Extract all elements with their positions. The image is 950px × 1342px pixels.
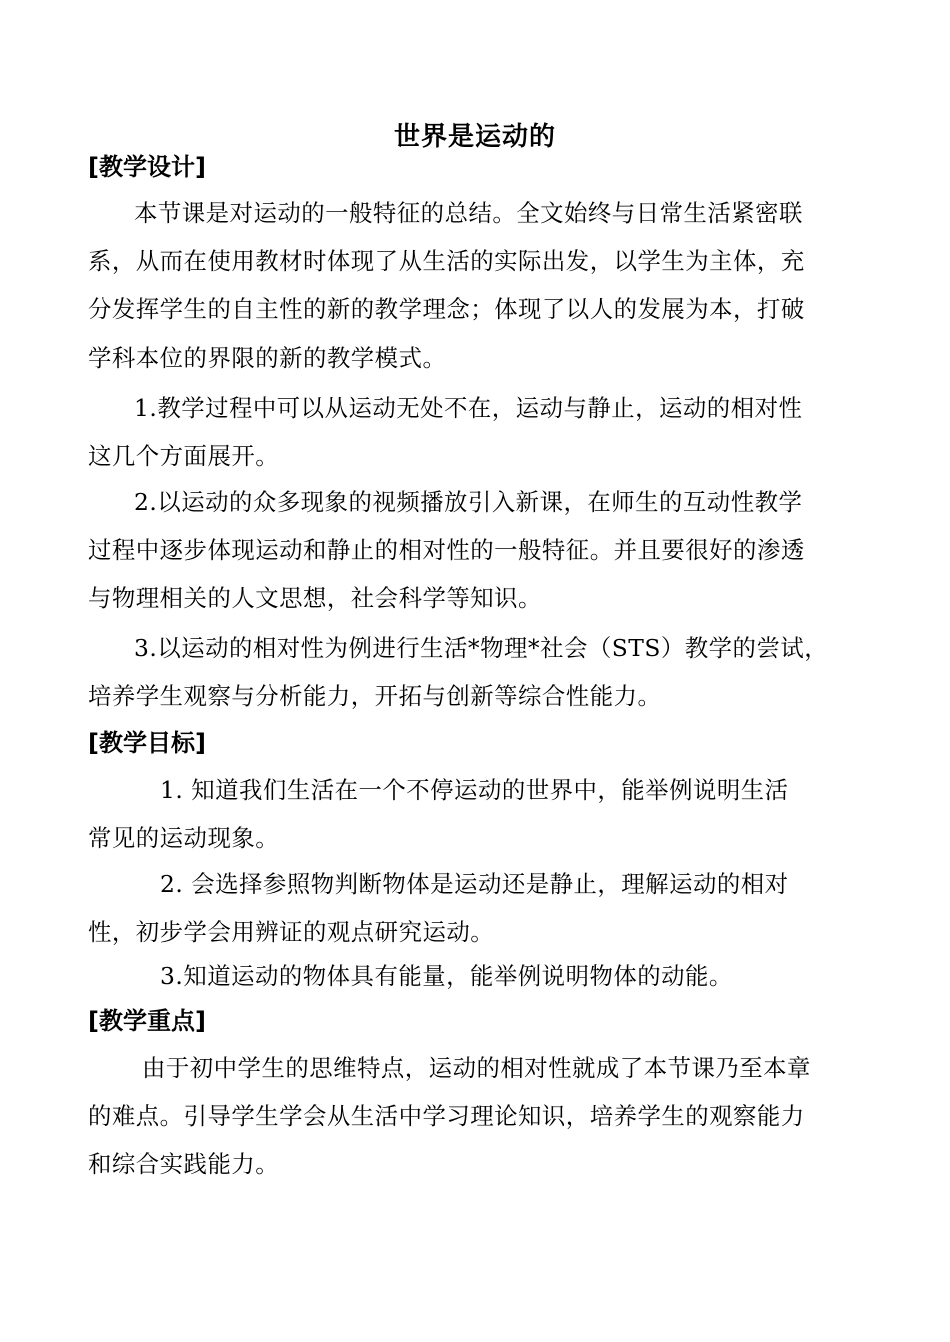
design-item-1 xyxy=(88,384,864,480)
text-line: 本节课是对运动的一般特征的总结。全文始终与日常生活紧密联 xyxy=(134,199,803,227)
text-line: 2.以运动的众多现象的视频播放引入新课，在师生的互动性教学 xyxy=(134,488,803,516)
text-line: 2. 会选择参照物判断物体是运动还是静止，理解运动的相对 xyxy=(160,870,789,898)
objective-item-2 xyxy=(88,860,864,956)
text-line: 和综合实践能力。 xyxy=(88,1150,280,1179)
text-line: 系，从而在使用教材时体现了从生活的实际出发，以学生为主体，充 xyxy=(88,247,805,276)
text-line: 3.以运动的相对性为例进行生活*物理*社会（STS）教学的尝试， xyxy=(134,634,829,662)
text-line: 过程中逐步体现运动和静止的相对性的一般特征。并且要很好的渗透 xyxy=(88,536,805,565)
text-line: 的难点。引导学生学会从生活中学习理论知识，培养学生的观察能力 xyxy=(88,1102,805,1131)
text-line: 性，初步学会用辨证的观点研究运动。 xyxy=(88,918,495,947)
section-heading-keypoints: [教学重点] xyxy=(88,1007,206,1035)
page-title: 世界是运动的 xyxy=(393,122,556,152)
design-item-3 xyxy=(88,624,864,720)
keypoints-paragraph xyxy=(88,1044,864,1189)
text-line: 常见的运动现象。 xyxy=(88,824,280,853)
text-line: 这几个方面展开。 xyxy=(88,442,280,471)
objective-item-1 xyxy=(88,766,864,862)
text-line: 培养学生观察与分析能力，开拓与创新等综合性能力。 xyxy=(88,682,662,711)
text-line: 3.知道运动的物体具有能量，能举例说明物体的动能。 xyxy=(160,962,733,990)
section-heading-design: [教学设计] xyxy=(88,153,206,181)
section-heading-objectives: [教学目标] xyxy=(88,729,206,757)
objective-item-3 xyxy=(88,952,864,1000)
text-line: 学科本位的界限的新的教学模式。 xyxy=(88,343,447,372)
text-line: 分发挥学生的自主性的新的教学理念；体现了以人的发展为本，打破 xyxy=(88,295,805,324)
text-line: 1. 知道我们生活在一个不停运动的世界中，能举例说明生活 xyxy=(160,776,789,804)
design-paragraph-intro xyxy=(88,189,864,382)
text-line: 1.教学过程中可以从运动无处不在，运动与静止，运动的相对性 xyxy=(134,394,803,422)
design-item-2 xyxy=(88,478,864,623)
text-line: 与物理相关的人文思想，社会科学等知识。 xyxy=(88,584,542,613)
text-line: 由于初中学生的思维特点，运动的相对性就成了本节课乃至本章 xyxy=(142,1054,811,1082)
